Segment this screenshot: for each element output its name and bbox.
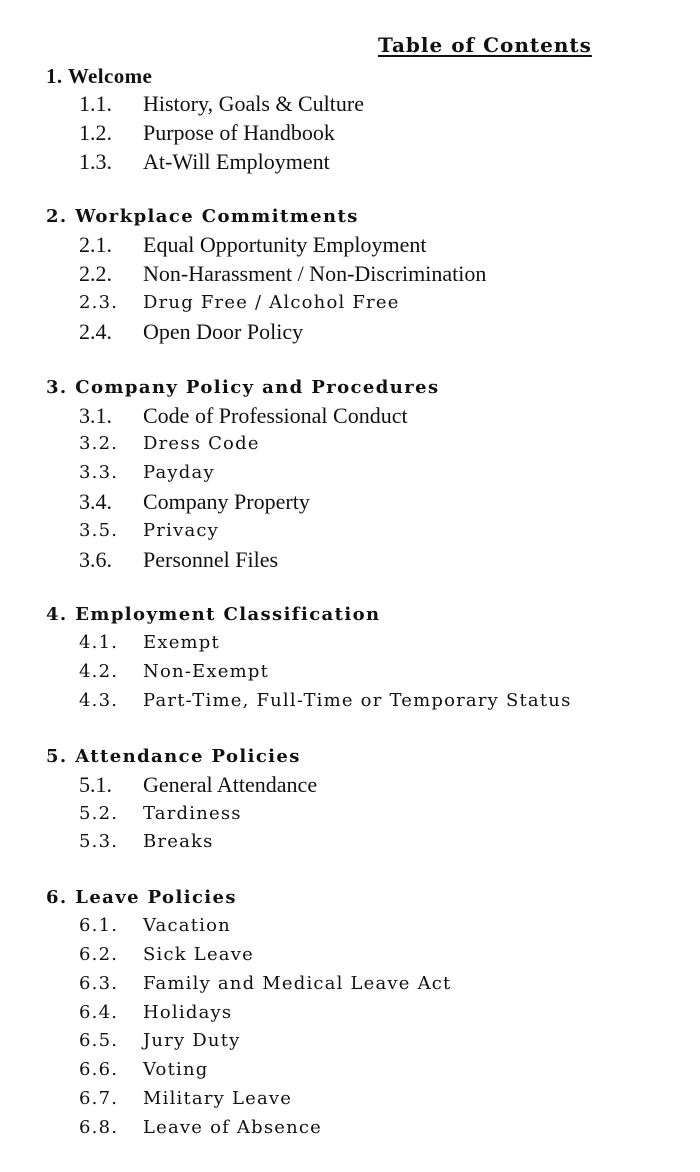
toc-section-workplace-commitments [46, 203, 686, 346]
section-heading: 5. Attendance Policies [46, 745, 301, 767]
entry-title: Vacation [143, 915, 231, 937]
entry-number: 1.3. [79, 148, 112, 174]
section-item-list [46, 402, 686, 575]
entry-title: General Attendance [143, 771, 318, 797]
section-heading: 3. Company Policy and Procedures [46, 376, 440, 398]
entry-number: 2.2. [79, 261, 112, 287]
entry-title: Drug Free / Alcohol Free [143, 291, 400, 313]
toc-section-attendance-policies [46, 743, 686, 857]
toc-section-leave-policies [46, 884, 686, 1142]
toc-section-company-policy [46, 374, 686, 575]
toc-entry [46, 318, 686, 347]
section-heading: 4. Employment Classification [46, 604, 381, 626]
entry-title: Company Property [143, 488, 310, 514]
toc-entry [46, 402, 686, 431]
toc-section-welcome [46, 62, 686, 176]
entry-number: 3.4. [79, 488, 112, 514]
toc-entry [46, 517, 686, 546]
toc-entry [46, 828, 686, 857]
entry-number: 3.3. [79, 462, 119, 484]
toc-entry [46, 800, 686, 829]
toc-entry [46, 488, 686, 517]
entry-title: Code of Professional Conduct [143, 402, 408, 428]
entry-number: 3.1. [79, 402, 112, 428]
section-item-list [46, 629, 686, 715]
entry-number: 4.1. [79, 632, 119, 654]
section-item-list [46, 912, 686, 1142]
entry-number: 3.6. [79, 546, 112, 572]
toc-title: Table of Contents [378, 33, 592, 57]
toc-entry [46, 1056, 686, 1085]
toc-entry [46, 148, 686, 177]
toc-entry [46, 771, 686, 800]
entry-number: 1.1. [79, 91, 112, 116]
toc-entry [46, 658, 686, 687]
entry-title: Military Leave [143, 1087, 293, 1109]
section-item-list [46, 90, 686, 176]
toc-entry [46, 546, 686, 575]
toc-entry [46, 1027, 686, 1056]
entry-number: 2.1. [79, 232, 112, 258]
entry-title: Part-Time, Full-Time or Temporary Status [143, 689, 572, 711]
entry-title: Sick Leave [143, 943, 254, 965]
entry-title: Privacy [143, 519, 220, 541]
entry-number: 6.5. [79, 1030, 119, 1052]
entry-number: 6.2. [79, 943, 119, 965]
entry-title: History, Goals & Culture [143, 91, 364, 116]
toc-section-employment-classification [46, 601, 686, 715]
entry-number: 6.4. [79, 1001, 119, 1023]
toc-entry [46, 90, 686, 119]
entry-title: Purpose of Handbook [143, 119, 335, 145]
entry-title: Breaks [143, 831, 214, 853]
entry-title: Jury Duty [143, 1030, 241, 1052]
entry-number: 4.2. [79, 661, 119, 683]
entry-title: Equal Opportunity Employment [143, 232, 427, 258]
entry-title: Open Door Policy [143, 318, 304, 344]
toc-entry [46, 430, 686, 459]
toc-entry [46, 289, 686, 318]
entry-title: Voting [143, 1059, 209, 1081]
entry-title: Holidays [143, 1001, 233, 1023]
entry-number: 3.2. [79, 433, 119, 455]
section-heading: 1. Welcome [46, 64, 153, 88]
entry-title: Family and Medical Leave Act [143, 972, 452, 994]
toc-entry [46, 459, 686, 488]
entry-title: At-Will Employment [143, 148, 330, 174]
entry-number: 2.3. [79, 291, 119, 313]
entry-number: 5.1. [79, 771, 112, 797]
section-heading: 6. Leave Policies [46, 887, 237, 909]
entry-number: 4.3. [79, 689, 119, 711]
entry-title: Dress Code [143, 433, 260, 455]
toc-entry [46, 119, 686, 148]
entry-number: 5.2. [79, 802, 119, 824]
entry-title: Leave of Absence [143, 1116, 323, 1138]
entry-title: Payday [143, 462, 215, 484]
section-heading: 2. Workplace Commitments [46, 206, 359, 228]
entry-number: 1.2. [79, 119, 112, 145]
toc-entry [46, 629, 686, 658]
toc-entry [46, 999, 686, 1028]
toc-entry [46, 260, 686, 289]
entry-number: 6.3. [79, 972, 119, 994]
entry-number: 6.8. [79, 1116, 119, 1138]
entry-number: 6.6. [79, 1059, 119, 1081]
section-item-list [46, 771, 686, 857]
entry-title: Exempt [143, 632, 220, 654]
entry-number: 2.4. [79, 318, 112, 344]
toc-entry [46, 1114, 686, 1143]
entry-title: Personnel Files [143, 546, 279, 572]
toc-entry [46, 1085, 686, 1114]
entry-number: 6.7. [79, 1087, 119, 1109]
toc-entry [46, 970, 686, 999]
entry-title: Non-Exempt [143, 661, 270, 683]
entry-number: 5.3. [79, 831, 119, 853]
toc-sections [46, 62, 686, 1143]
entry-title: Tardiness [143, 802, 242, 824]
entry-number: 3.5. [79, 519, 119, 541]
toc-entry [46, 941, 686, 970]
entry-title: Non-Harassment / Non-Discrimination [143, 261, 487, 287]
toc-entry [46, 912, 686, 941]
toc-entry [46, 231, 686, 260]
section-item-list [46, 231, 686, 346]
toc-entry [46, 687, 686, 716]
entry-number: 6.1. [79, 915, 119, 937]
